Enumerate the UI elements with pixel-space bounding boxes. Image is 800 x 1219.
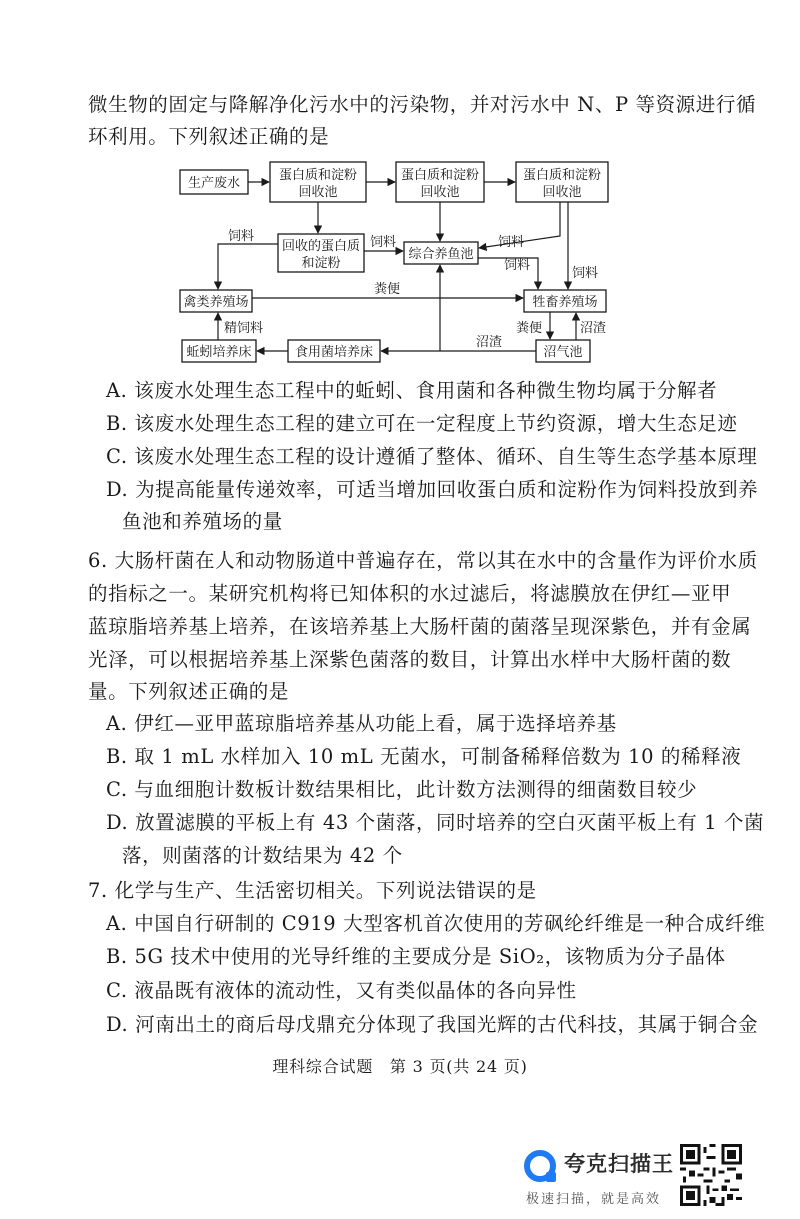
q5-stem-line-1: 微生物的固定与降解净化污水中的污染物，并对污水中 N、P 等资源进行循 bbox=[88, 93, 757, 116]
label-manure-1: 粪便 bbox=[374, 282, 401, 297]
q5-option-c: C. 该废水处理生态工程的设计遵循了整体、循环、自生等生态学基本原理 bbox=[106, 445, 758, 468]
q5-option-b: B. 该废水处理生态工程的建立可在一定程度上节约资源，增大生态足迹 bbox=[106, 412, 738, 435]
node-pool3-line1: 蛋白质和淀粉 bbox=[522, 168, 602, 183]
label-feed-4: 饲料 bbox=[504, 258, 531, 273]
q6-option-b: B. 取 1 mL 水样加入 10 mL 无菌水，可制备稀释倍数为 10 的稀释液 bbox=[106, 745, 742, 768]
node-pool1-line2: 回收池 bbox=[298, 185, 338, 200]
node-pool2-line2: 回收池 bbox=[420, 185, 460, 200]
node-fishpond: 综合养鱼池 bbox=[408, 247, 474, 262]
q7-option-b: B. 5G 技术中使用的光导纤维的主要成分是 SiO₂，该物质为分子晶体 bbox=[106, 945, 726, 968]
node-pool2-line1: 蛋白质和淀粉 bbox=[400, 168, 480, 183]
label-feed-5: 饲料 bbox=[572, 266, 599, 281]
node-poultry: 禽类养殖场 bbox=[183, 295, 249, 310]
label-residue-2: 沼渣 bbox=[476, 335, 503, 350]
q6-stem-line-3: 蓝琼脂培养基上培养，在该培养基上大肠杆菌的菌落呈现深紫色，并有金属 bbox=[88, 615, 752, 638]
scanner-watermark bbox=[524, 1148, 784, 1214]
scanner-logo-icon bbox=[524, 1150, 556, 1182]
node-pool3-line2: 回收池 bbox=[542, 185, 582, 200]
q5-option-d: D. 为提高能量传递效率，可适当增加回收蛋白质和淀粉作为饲料投放到养 bbox=[106, 478, 759, 501]
node-pool1-line1: 蛋白质和淀粉 bbox=[278, 168, 358, 183]
q7-option-d: D. 河南出土的商后母戊鼎充分体现了我国光辉的古代科技，其属于铜合金 bbox=[106, 1013, 759, 1036]
scanner-brand-name: 夸克扫描王 bbox=[564, 1152, 674, 1176]
node-recovered-line2: 和淀粉 bbox=[301, 256, 341, 271]
node-biogas: 沼气池 bbox=[543, 345, 583, 360]
node-livestock: 牲畜养殖场 bbox=[532, 295, 598, 310]
q7-option-c: C. 液晶既有液体的流动性，又有类似晶体的各向异性 bbox=[106, 979, 577, 1002]
q6-stem-line-1: 6. 大肠杆菌在人和动物肠道中普遍存在，常以其在水中的含量作为评价水质 bbox=[88, 549, 758, 572]
q6-stem-line-4: 光泽，可以根据培养基上深紫色菌落的数目，计算出水样中大肠杆菌的数 bbox=[88, 648, 732, 671]
q6-stem-line-5: 量。下列叙述正确的是 bbox=[88, 680, 290, 703]
wastewater-ecology-diagram bbox=[178, 152, 618, 374]
node-fungus: 食用菌培养床 bbox=[294, 345, 374, 360]
q7-stem: 7. 化学与生产、生活密切相关。下列说法错误的是 bbox=[88, 879, 537, 902]
scanner-slogan: 极速扫描，就是高效 bbox=[526, 1192, 662, 1207]
node-earthworm: 蚯蚓培养床 bbox=[186, 345, 252, 360]
q5-stem-line-2: 环利用。下列叙述正确的是 bbox=[88, 125, 330, 148]
node-wastewater: 生产废水 bbox=[187, 176, 241, 191]
label-feed-1: 饲料 bbox=[228, 229, 255, 244]
q6-option-d-cont: 落，则菌落的计数结果为 42 个 bbox=[122, 844, 403, 867]
label-residue-1: 沼渣 bbox=[580, 321, 607, 336]
node-recovered-line1: 回收的蛋白质 bbox=[281, 239, 361, 254]
qr-code-icon bbox=[680, 1144, 742, 1206]
diagram-svg bbox=[178, 152, 618, 374]
label-fine-feed: 精饲料 bbox=[224, 321, 264, 336]
q6-option-d: D. 放置滤膜的平板上有 43 个菌落，同时培养的空白灭菌平板上有 1 个菌 bbox=[106, 811, 765, 834]
label-feed-3: 饲料 bbox=[498, 235, 525, 250]
q6-option-c: C. 与血细胞计数板计数结果相比，此计数方法测得的细菌数目较少 bbox=[106, 778, 698, 801]
label-feed-2: 饲料 bbox=[370, 235, 397, 250]
page-footer: 理科综合试题 第 3 页(共 24 页) bbox=[272, 1057, 528, 1076]
q6-option-a: A. 伊红—亚甲蓝琼脂培养基从功能上看，属于选择培养基 bbox=[106, 712, 617, 735]
q6-stem-line-2: 的指标之一。某研究机构将已知体积的水过滤后，将滤膜放在伊红—亚甲 bbox=[88, 582, 732, 605]
q5-option-d-cont: 鱼池和养殖场的量 bbox=[122, 510, 283, 533]
q7-option-a: A. 中国自行研制的 C919 大型客机首次使用的芳砜纶纤维是一种合成纤维 bbox=[106, 912, 766, 935]
q5-option-a: A. 该废水处理生态工程中的蚯蚓、食用菌和各种微生物均属于分解者 bbox=[106, 379, 718, 402]
label-manure-2: 粪便 bbox=[516, 321, 543, 336]
